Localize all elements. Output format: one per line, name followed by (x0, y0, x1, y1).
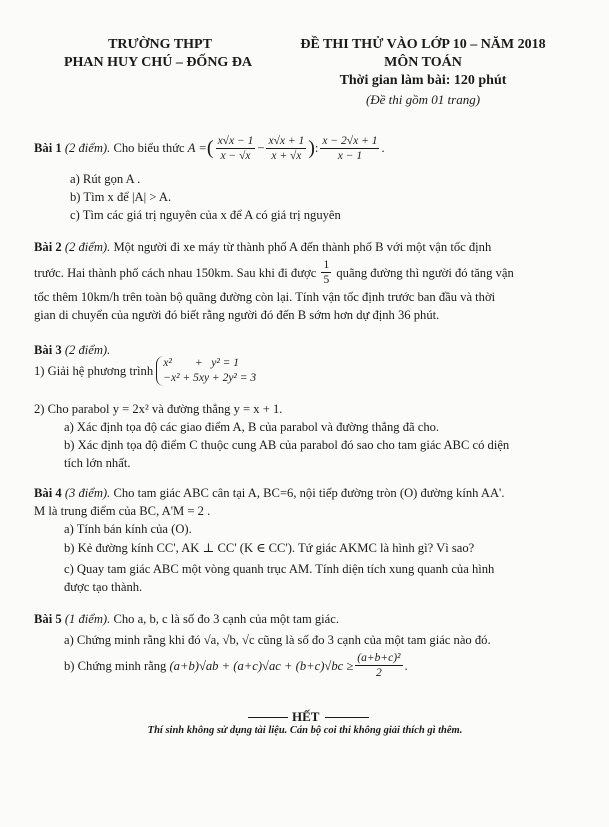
bai3-points: (2 điểm). (64, 343, 111, 357)
bai1-fraction-1: $\frac{x√x - 1}{x - √x}$ (217, 134, 254, 162)
bai5-part-b-fraction: $\frac{\text{(a+b+c)²}}{2}$ (357, 652, 401, 679)
bai5-part-b-text: b) Chứng minh rằng (64, 658, 167, 673)
school-name-line1: TRƯỜNG THPT (108, 37, 212, 52)
bai4-line1 (34, 485, 604, 501)
bai2-text-2b: quãng đường thì người đó tăng vận (336, 265, 514, 280)
bai1-expr-a: A = (187, 141, 207, 155)
bai3-part2-a: a) Xác định tọa độ các giao điểm A, B của parabol và đường thẳng đã cho. (64, 420, 440, 434)
exam-subject: MÔN TOÁN (384, 55, 462, 70)
footer-note: Thí sinh không sử dụng tài liệu. Cán bộ coi thi không giải thích gì thêm. (147, 725, 463, 736)
bai4-part-c1: c) Quay tam giác ABC một vòng quanh trục AM. Tính diện tích xung quanh của hình (64, 562, 495, 576)
end-marker: HẾT (292, 709, 320, 724)
bai2-text-2a: trước. Hai thành phố cách nhau 150km. Sau khi đi được (34, 265, 317, 280)
bai1-points: (2 điểm). (64, 141, 111, 155)
bai1-fraction-3: $\frac{x - 2√x + 1}{x - 1}$ (322, 134, 378, 162)
bai2-line2 (34, 258, 604, 287)
bai5-points: (1 điểm). (64, 612, 111, 626)
bai1-intro-line: Bài 1 (2 điểm). Cho biểu thức A = ( $\frac{x√x - 1}{x - √x}$ − $\frac{x√x + 1}{x + √x}$ ) : $\frac{x - 2√x + 1}{x - 1}$ . (34, 134, 385, 162)
bai4-label: Bài 4 (34, 486, 62, 500)
paren-close: ) (308, 137, 315, 159)
bai1-fraction-2: $\frac{x√x + 1}{x + √x}$ (268, 134, 305, 162)
bai3-part2: 2) Cho parabol y = 2x² và đường thẳng y = x + 1. (34, 402, 283, 416)
paren-open: ( (206, 137, 214, 159)
exam-time: Thời gian làm bài: 120 phút (339, 73, 507, 88)
bai1-part-c: c) Tìm các giá trị nguyên của x để A có giá trị nguyên (70, 208, 341, 222)
exam-pages-note: (Đề thi gồm 01 trang) (365, 92, 481, 107)
school-name-line2: PHAN HUY CHÚ – ĐỐNG ĐA (63, 55, 253, 70)
bai3-part2-b1: b) Xác định tọa độ điểm C thuộc cung AB của parabol đó sao cho tam giác ABC có diện (64, 438, 510, 452)
bai5-label: Bài 5 (34, 612, 62, 626)
bai3-eq2: −x² + 5xy + 2y² = 3 (163, 372, 257, 384)
bai3-equation-system (156, 356, 256, 386)
bai2-line1 (34, 239, 594, 255)
bai5-part-b: b) Chứng minh rằng (a+b)√ab + (a+c)√ac + (b+c)√bc ≥ $\frac{\text{(a+b+c)²}}{2}$ . (64, 652, 408, 679)
bai4-part-a: a) Tính bán kính của (O). (64, 522, 192, 536)
bai4-line2: M là trung điểm của BC, A'M = 2 . (34, 504, 211, 518)
bai3-part1-text: 1) Giải hệ phương trình (34, 364, 154, 378)
bai5-part-a: a) Chứng minh rằng khi đó √a, √b, √c cũng là số đo 3 cạnh của một tam giác nào đó. (64, 633, 491, 647)
bai5-part-b-expr: (a+b)√ab + (a+c)√ac + (b+c)√bc ≥ (169, 658, 354, 673)
bai2-line4: gian di chuyển của người đó biết rằng người đó đến B sớm hơn dự định 36 phút. (34, 308, 440, 322)
bai4-part-c2: được tạo thành. (64, 580, 143, 594)
bai2-label: Bài 2 (34, 240, 62, 254)
bai4-text-1: Cho tam giác ABC cân tại A, BC=6, nội tiếp đường tròn (O) đường kính AA'. (113, 486, 505, 500)
bai4-points: (3 điểm). (64, 486, 111, 500)
end-rule-left (248, 717, 288, 718)
bai3-part2-b2: tích lớn nhất. (64, 456, 131, 470)
bai5-intro: Cho a, b, c là số đo 3 cạnh của một tam giác. (113, 612, 340, 626)
bai1-intro: Cho biểu thức (113, 141, 185, 155)
bai2-fraction: $\frac{1}{5}$ (323, 259, 330, 286)
bai2-line3: tốc thêm 10km/h trên toàn bộ quãng đường còn lại. Tính vận tốc định trước ban đầu và thời (34, 290, 496, 304)
exam-title: ĐỀ THI THỬ VÀO LỚP 10 – NĂM 2018 (300, 37, 546, 52)
bai2-points: (2 điểm). (64, 240, 111, 254)
bai1-part-b: b) Tìm x để |A| > A. (70, 190, 172, 204)
bai3-eq1: x² + y² = 1 (163, 357, 240, 369)
bai3-label: Bài 3 (34, 343, 62, 357)
bai4-part-b: b) Kẻ đường kính CC', AK ⊥ CC' (K ∈ CC'). Tứ giác AKMC là hình gì? Vì sao? (64, 541, 475, 555)
bai1-part-a: a) Rút gọn A . (70, 172, 141, 186)
bai5-intro-line (34, 611, 339, 627)
end-rule-right (325, 717, 369, 718)
bai2-text-1: Một người đi xe máy từ thành phố A đến thành phố B với một vận tốc định (113, 240, 492, 254)
bai3-part1 (34, 356, 256, 386)
bai1-label: Bài 1 (34, 141, 62, 155)
